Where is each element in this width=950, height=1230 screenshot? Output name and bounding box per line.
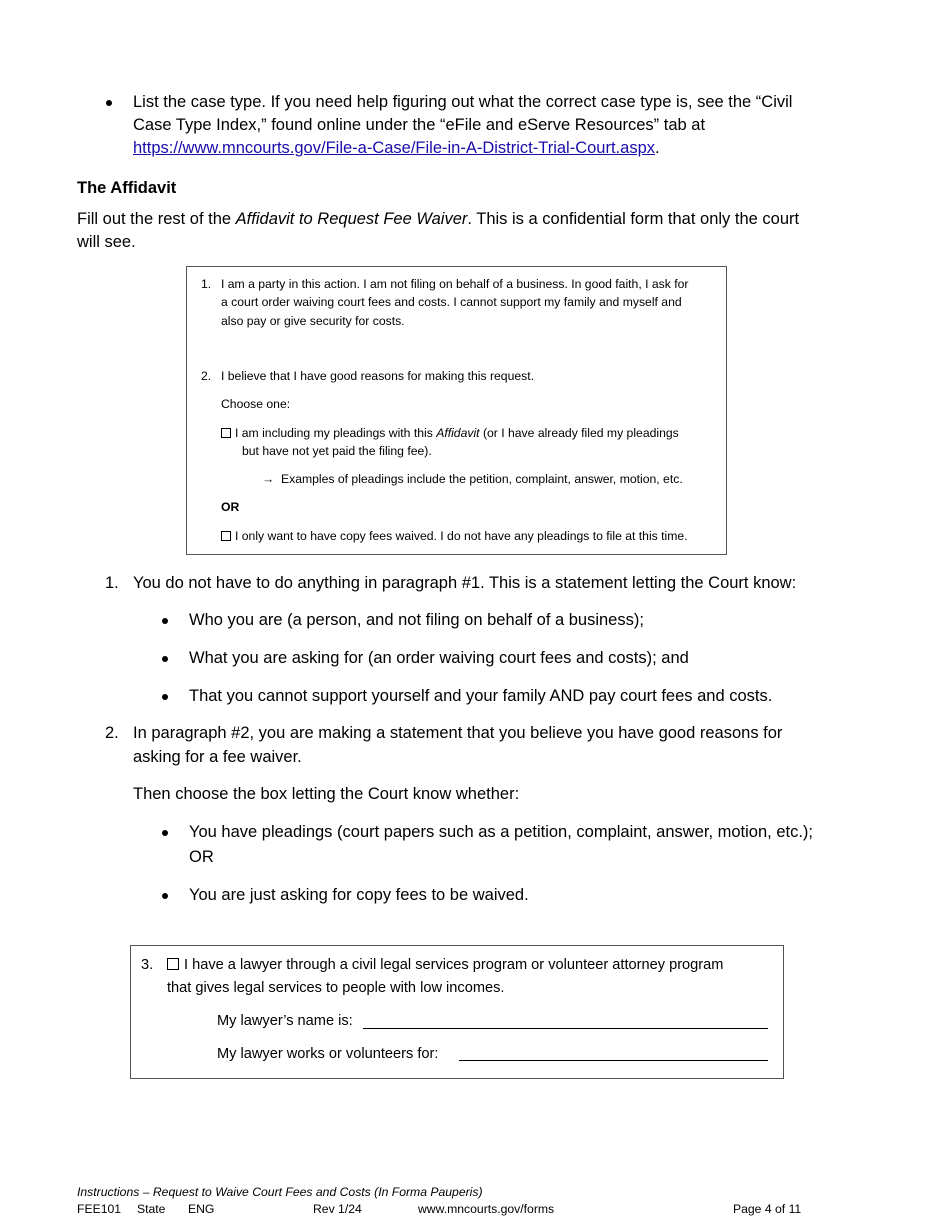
bullet-line-3 (133, 137, 660, 160)
p2-line-1: I believe that I have good reasons for making this request. (221, 369, 534, 383)
item-2-line-2: asking for a fee waiver. (133, 748, 302, 766)
lawyer-name-label: My lawyer’s name is: (217, 1013, 353, 1029)
intro-suffix: . This is a confidential form that only the court (467, 210, 800, 228)
p3-line-1 (167, 954, 723, 976)
item-2-then: Then choose the box letting the Court know whether: (133, 785, 520, 803)
bullet-icon (162, 893, 168, 899)
case-type-index-link[interactable]: https://www.mncourts.gov/File-a-Case/File-in-A-District-Trial-Court.aspx (133, 139, 655, 157)
footer-form-id: FEE101 (77, 1202, 122, 1216)
bullet-icon (162, 694, 168, 700)
affidavit-intro (77, 208, 799, 231)
form-excerpt-paragraph-3 (130, 945, 784, 1079)
opt1-affidavit: Affidavit (436, 426, 480, 440)
p3-number: 3. (141, 957, 154, 973)
item-1-bullet-2: What you are asking for (an order waiving court fees and costs); and (189, 649, 689, 667)
affidavit-form-name: Affidavit to Request Fee Waiver (235, 210, 468, 228)
arrow-right-icon: → (262, 472, 275, 486)
or-label: OR (221, 500, 240, 514)
bullet-icon (106, 100, 112, 106)
option-2 (221, 527, 688, 546)
footer-jurisdiction: State (137, 1202, 166, 1216)
opt1-suffix: (or I have already filed my pleadings (479, 426, 679, 440)
footer-title: Instructions – Request to Waive Court Fees and Costs (In Forma Pauperis) (77, 1185, 483, 1199)
item-2-line-1: In paragraph #2, you are making a statement that you believe you have good reasons for (133, 724, 783, 742)
p3-line-2: that gives legal services to people with low incomes. (167, 980, 505, 996)
lawyer-name-line (363, 1028, 768, 1029)
p1-line-3: also pay or give security for costs. (221, 314, 405, 328)
bullet-line-2: Case Type Index,” found online under the “eFile and eServe Resources” tab at (133, 116, 706, 134)
checkbox-icon (221, 428, 231, 438)
item-2-number: 2. (105, 724, 119, 742)
bullet-icon (162, 618, 168, 624)
bullet-icon (162, 830, 168, 836)
item-1-bullet-1: Who you are (a person, and not filing on behalf of a business); (189, 611, 644, 629)
bullet-line-1: List the case type. If you need help figuring out what the correct case type is, see the “Civil (133, 93, 793, 111)
item-2-bullet-1-line-1: You have pleadings (court papers such as a petition, complaint, answer, motion, etc.); (189, 823, 813, 841)
option-1 (221, 424, 679, 443)
p1-number: 1. (201, 277, 212, 291)
opt1-prefix: I am including my pleadings with this (235, 426, 437, 440)
item-1-bullet-3: That you cannot support yourself and your family AND pay court fees and costs. (189, 687, 773, 705)
intro-prefix: Fill out the rest of the (77, 210, 236, 228)
bullet-icon (162, 656, 168, 662)
lawyer-works-label: My lawyer works or volunteers for: (217, 1046, 439, 1062)
p3-line-1-text: I have a lawyer through a civil legal services program or volunteer attorney program (184, 957, 724, 973)
p2-number: 2. (201, 369, 212, 383)
opt2-text: I only want to have copy fees waived. I do not have any pleadings to file at this time. (235, 529, 688, 543)
choose-one: Choose one: (221, 397, 291, 411)
checkbox-icon (221, 531, 231, 541)
section-heading: The Affidavit (77, 179, 177, 197)
item-1-number: 1. (105, 574, 119, 592)
item-2-bullet-1-line-2: OR (189, 848, 214, 866)
p1-line-1: I am a party in this action. I am not filing on behalf of a business. In good faith, I ask for (221, 277, 689, 291)
p1-line-2: a court order waiving court fees and costs. I cannot support my family and myself and (221, 295, 682, 309)
lawyer-works-line (459, 1060, 768, 1061)
footer-language: ENG (188, 1202, 215, 1216)
footer-page-number: Page 4 of 11 (733, 1202, 802, 1216)
checkbox-icon (167, 958, 179, 970)
link-suffix: . (655, 139, 660, 157)
footer-website: www.mncourts.gov/forms (418, 1202, 555, 1216)
item-1-text: You do not have to do anything in paragraph #1. This is a statement letting the Court know: (133, 574, 797, 592)
item-2-bullet-2: You are just asking for copy fees to be waived. (189, 886, 529, 904)
examples-text: Examples of pleadings include the petition, complaint, answer, motion, etc. (280, 472, 683, 486)
option-1-line-2: but have not yet paid the filing fee). (242, 444, 432, 458)
affidavit-intro-line2: will see. (77, 233, 136, 251)
footer-revision: Rev 1/24 (313, 1202, 362, 1216)
examples-line (262, 470, 683, 489)
form-excerpt-paragraphs-1-2 (186, 266, 727, 555)
